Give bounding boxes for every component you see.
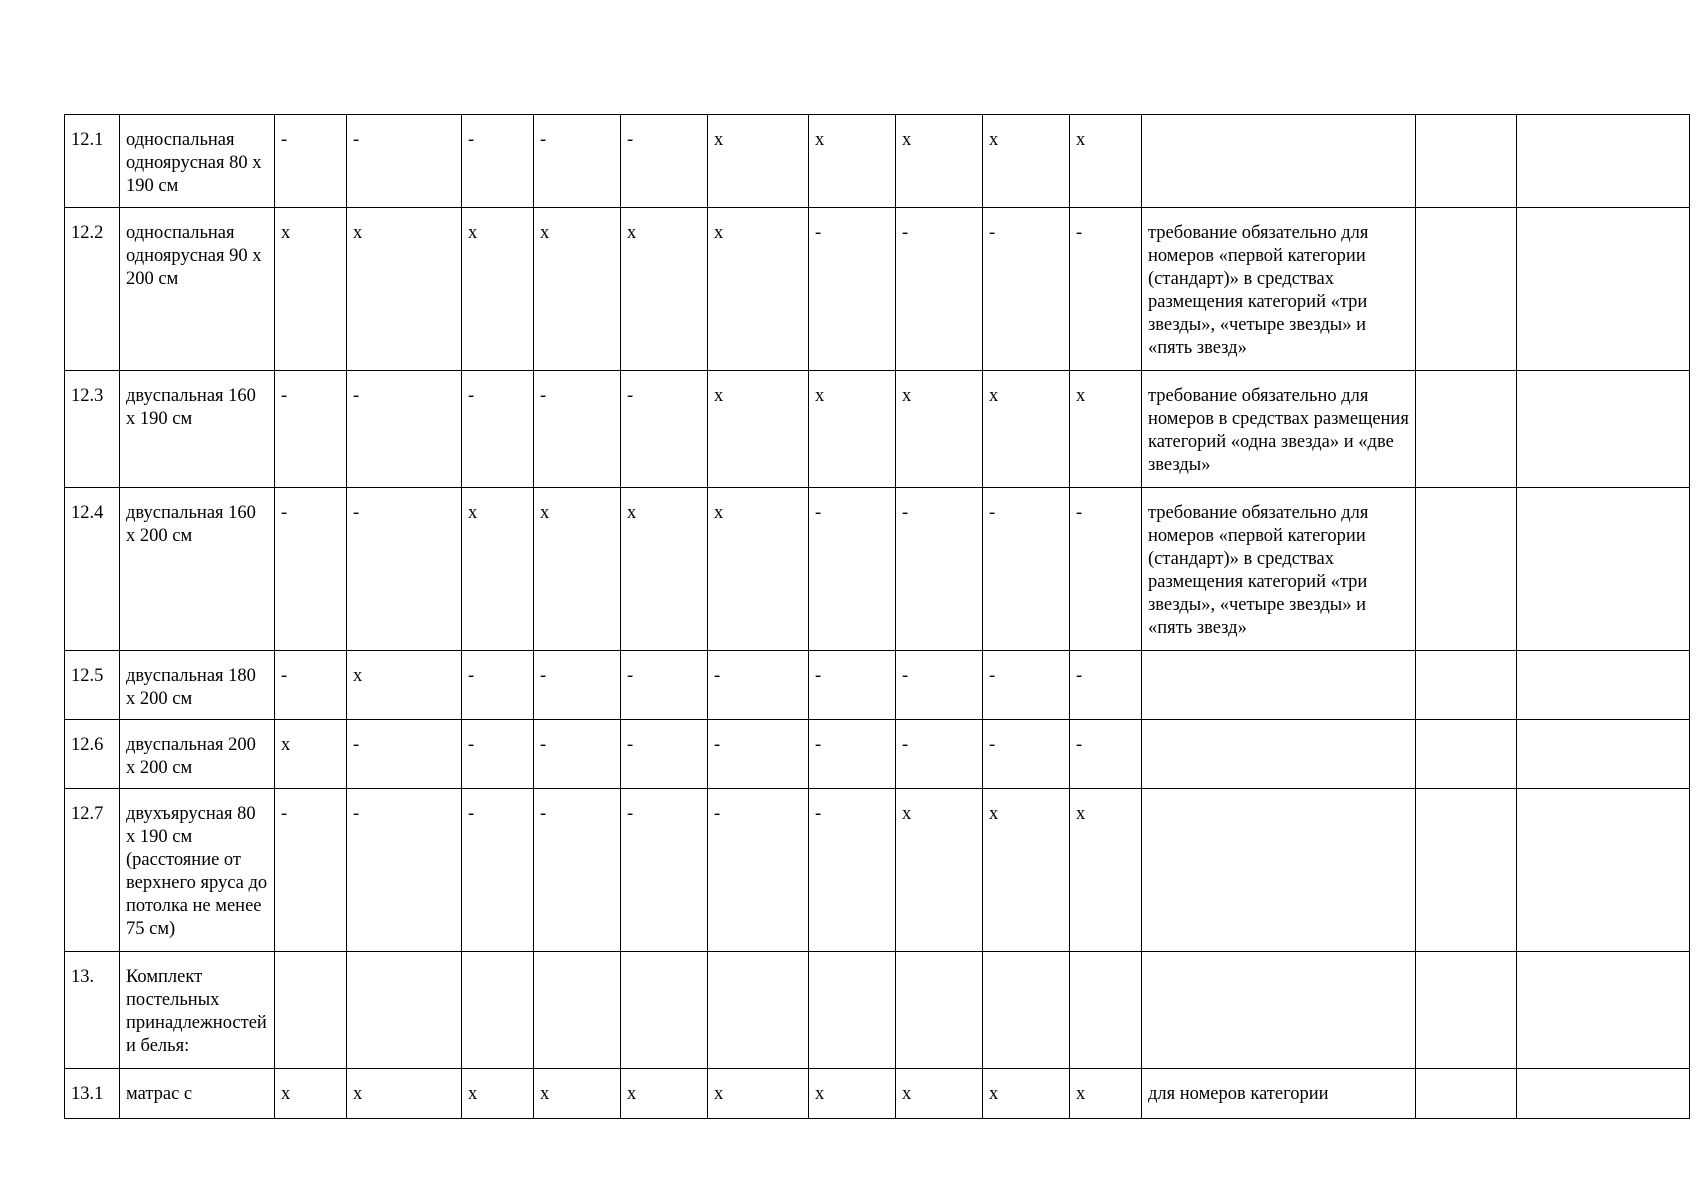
mark-cell: -: [896, 488, 983, 651]
mark-cell: х: [809, 371, 896, 488]
row-name: односпальная одноярусная 90 х 200 см: [120, 208, 275, 371]
mark-cell: х: [1070, 371, 1142, 488]
mark-cell: х: [621, 208, 708, 371]
mark-cell: -: [347, 488, 462, 651]
mark-cell: [1070, 952, 1142, 1069]
note-cell: [1142, 720, 1416, 789]
mark-cell: -: [462, 789, 534, 952]
mark-cell: -: [462, 371, 534, 488]
mark-cell: х: [809, 115, 896, 208]
row-name: двуспальная 180 х 200 см: [120, 651, 275, 720]
mark-cell: х: [462, 1069, 534, 1119]
mark-cell: -: [1070, 651, 1142, 720]
table-row: [65, 789, 1690, 952]
mark-cell: -: [621, 371, 708, 488]
mark-cell: -: [534, 115, 621, 208]
mark-cell: -: [462, 651, 534, 720]
mark-cell: х: [534, 1069, 621, 1119]
note-cell: требование обязательно для номеров «первой категории (стандарт)» в средствах размещения категорий «три звезды», «четыре звезды» и «пять звезд»: [1142, 208, 1416, 371]
mark-cell: х: [275, 1069, 347, 1119]
row-name: двуспальная 160 х 200 см: [120, 488, 275, 651]
mark-cell: х: [896, 789, 983, 952]
empty-cell: [1416, 720, 1517, 789]
mark-cell: -: [896, 208, 983, 371]
mark-cell: -: [983, 651, 1070, 720]
note-cell: [1142, 952, 1416, 1069]
mark-cell: -: [809, 789, 896, 952]
mark-cell: -: [275, 371, 347, 488]
mark-cell: х: [983, 1069, 1070, 1119]
mark-cell: х: [534, 488, 621, 651]
mark-cell: -: [708, 789, 809, 952]
mark-cell: [708, 952, 809, 1069]
mark-cell: -: [1070, 720, 1142, 789]
mark-cell: -: [275, 651, 347, 720]
mark-cell: х: [347, 651, 462, 720]
mark-cell: х: [1070, 1069, 1142, 1119]
mark-cell: -: [896, 720, 983, 789]
mark-cell: -: [809, 488, 896, 651]
empty-cell: [1517, 1069, 1690, 1119]
mark-cell: -: [809, 208, 896, 371]
mark-cell: х: [708, 115, 809, 208]
empty-cell: [1517, 208, 1690, 371]
empty-cell: [1416, 651, 1517, 720]
row-number: 13.: [65, 952, 120, 1069]
mark-cell: [347, 952, 462, 1069]
mark-cell: -: [534, 371, 621, 488]
row-number: 12.1: [65, 115, 120, 208]
note-cell: [1142, 651, 1416, 720]
mark-cell: -: [983, 720, 1070, 789]
mark-cell: -: [347, 720, 462, 789]
mark-cell: х: [708, 488, 809, 651]
mark-cell: х: [708, 208, 809, 371]
mark-cell: -: [983, 208, 1070, 371]
note-cell: для номеров категории: [1142, 1069, 1416, 1119]
mark-cell: -: [621, 651, 708, 720]
empty-cell: [1416, 488, 1517, 651]
empty-cell: [1517, 720, 1690, 789]
mark-cell: -: [275, 789, 347, 952]
mark-cell: -: [809, 720, 896, 789]
mark-cell: х: [275, 720, 347, 789]
mark-cell: -: [462, 115, 534, 208]
table-row: [65, 208, 1690, 371]
empty-cell: [1517, 789, 1690, 952]
mark-cell: -: [1070, 208, 1142, 371]
note-cell: требование обязательно для номеров «первой категории (стандарт)» в средствах размещения категорий «три звезды», «четыре звезды» и «пять звезд»: [1142, 488, 1416, 651]
empty-cell: [1517, 488, 1690, 651]
row-number: 13.1: [65, 1069, 120, 1119]
row-name: Комплект постельных принадлежностей и белья:: [120, 952, 275, 1069]
mark-cell: [983, 952, 1070, 1069]
row-number: 12.5: [65, 651, 120, 720]
mark-cell: х: [896, 1069, 983, 1119]
mark-cell: х: [621, 1069, 708, 1119]
table-row: [65, 371, 1690, 488]
empty-cell: [1416, 208, 1517, 371]
mark-cell: х: [1070, 789, 1142, 952]
row-number: 12.6: [65, 720, 120, 789]
empty-cell: [1517, 952, 1690, 1069]
mark-cell: -: [708, 651, 809, 720]
mark-cell: х: [462, 208, 534, 371]
mark-cell: -: [809, 651, 896, 720]
mark-cell: х: [621, 488, 708, 651]
mark-cell: [462, 952, 534, 1069]
row-number: 12.4: [65, 488, 120, 651]
mark-cell: х: [896, 115, 983, 208]
mark-cell: х: [983, 789, 1070, 952]
mark-cell: -: [347, 371, 462, 488]
mark-cell: -: [462, 720, 534, 789]
mark-cell: -: [275, 488, 347, 651]
mark-cell: х: [708, 1069, 809, 1119]
mark-cell: х: [534, 208, 621, 371]
mark-cell: х: [896, 371, 983, 488]
mark-cell: -: [1070, 488, 1142, 651]
mark-cell: -: [708, 720, 809, 789]
table-row: [65, 488, 1690, 651]
table-row: [65, 1069, 1690, 1119]
row-number: 12.7: [65, 789, 120, 952]
mark-cell: х: [347, 208, 462, 371]
table-row: [65, 952, 1690, 1069]
mark-cell: [275, 952, 347, 1069]
table-row: [65, 115, 1690, 208]
empty-cell: [1517, 115, 1690, 208]
mark-cell: х: [347, 1069, 462, 1119]
empty-cell: [1416, 1069, 1517, 1119]
empty-cell: [1517, 371, 1690, 488]
mark-cell: [809, 952, 896, 1069]
row-name: матрас с: [120, 1069, 275, 1119]
mark-cell: -: [275, 115, 347, 208]
table-row: [65, 720, 1690, 789]
row-name: двуспальная 160 х 190 см: [120, 371, 275, 488]
mark-cell: х: [708, 371, 809, 488]
mark-cell: х: [1070, 115, 1142, 208]
empty-cell: [1517, 651, 1690, 720]
mark-cell: -: [621, 789, 708, 952]
requirements-table: [64, 114, 1690, 1119]
empty-cell: [1416, 371, 1517, 488]
row-name: двухъярусная 80 х 190 см (расстояние от верхнего яруса до потолка не менее 75 см): [120, 789, 275, 952]
mark-cell: -: [621, 115, 708, 208]
row-number: 12.2: [65, 208, 120, 371]
note-cell: [1142, 789, 1416, 952]
mark-cell: -: [983, 488, 1070, 651]
mark-cell: х: [462, 488, 534, 651]
empty-cell: [1416, 115, 1517, 208]
mark-cell: -: [534, 720, 621, 789]
note-cell: требование обязательно для номеров в средствах размещения категорий «одна звезда» и «две звезды»: [1142, 371, 1416, 488]
mark-cell: х: [809, 1069, 896, 1119]
note-cell: [1142, 115, 1416, 208]
empty-cell: [1416, 789, 1517, 952]
table-row: [65, 651, 1690, 720]
row-number: 12.3: [65, 371, 120, 488]
mark-cell: -: [347, 115, 462, 208]
mark-cell: х: [983, 115, 1070, 208]
row-name: двуспальная 200 х 200 см: [120, 720, 275, 789]
mark-cell: -: [347, 789, 462, 952]
mark-cell: -: [534, 789, 621, 952]
mark-cell: -: [534, 651, 621, 720]
empty-cell: [1416, 952, 1517, 1069]
mark-cell: -: [621, 720, 708, 789]
mark-cell: [621, 952, 708, 1069]
mark-cell: х: [275, 208, 347, 371]
mark-cell: -: [896, 651, 983, 720]
row-name: односпальная одноярусная 80 х 190 см: [120, 115, 275, 208]
mark-cell: х: [983, 371, 1070, 488]
mark-cell: [534, 952, 621, 1069]
mark-cell: [896, 952, 983, 1069]
